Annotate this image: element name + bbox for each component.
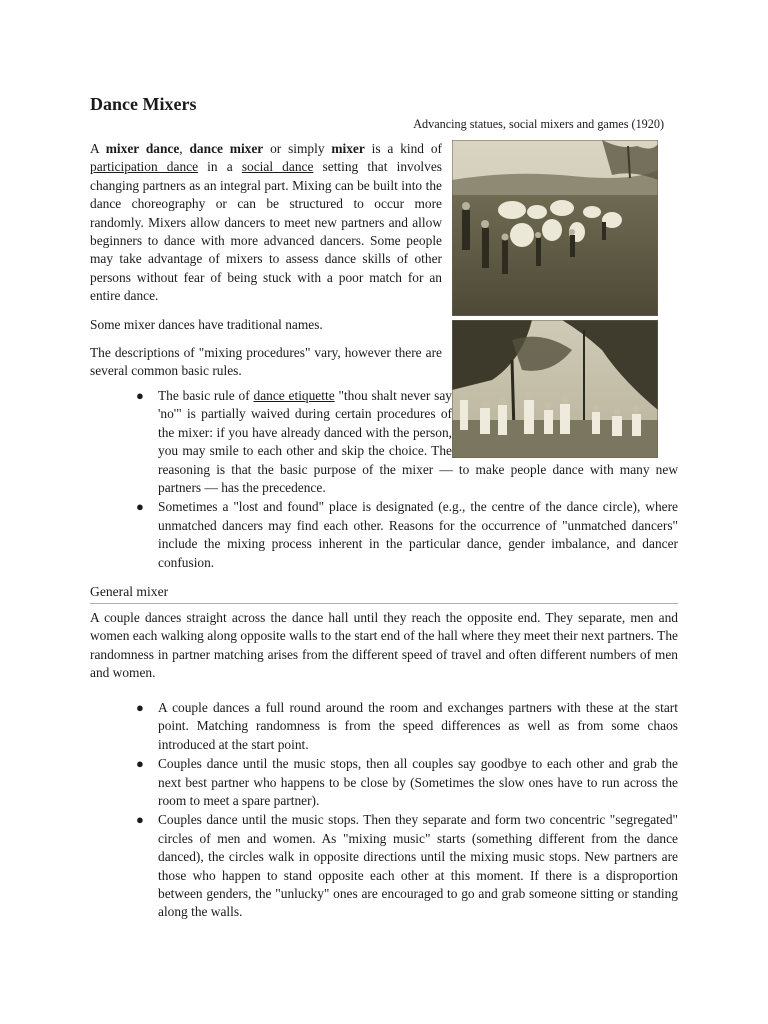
- general-mixer-body: A couple dances straight across the dance hall until they reach the opposite end. They separate, men and women each walking along opposite walls to the start end of the hall where they meet their next partners. The randomness in partner matching arises from the different speed of travel and often different numbers of men and women.: [90, 610, 678, 681]
- text-run: in a: [198, 159, 242, 175]
- text-run: Couples dance until the music stops, then all couples say goodbye to each other and grab the next best partner who happens to be close by (Sometimes the slow ones have to run across the room to meet a spare partner).: [158, 756, 678, 809]
- term-mixer: mixer: [331, 141, 365, 156]
- text-run: Sometimes a "lost and found" place is designated (e.g., the centre of the dance circle), where unmatched dancers may find each other. Reasons for the occurrence of "unmatched dancers" include the mixing process inherent in the particular dance, gender imbalance, and dancer confusion.: [158, 499, 678, 570]
- bullet-icon: ●: [136, 812, 144, 828]
- term-mixer-dance: mixer dance: [105, 141, 180, 156]
- figure-wrap-spacer: [452, 387, 678, 454]
- list-item: [90, 699, 678, 754]
- dancers-field-photo: [452, 140, 658, 316]
- rules-list: [90, 387, 678, 573]
- bullet-icon: ●: [136, 388, 144, 403]
- text-run: Couples dance until the music stops. Then they separate and form two concentric "segregated" circles of men and women. As "mixing music" starts (something different from the dance danced), the circles walk in opposite directions until the mixing music stops. New partners are those who happen to stand opposite each other at this moment. If there is a disproportion between genders, the "unlucky" ones are encouraged to go and grab someone sitting or standing along the walls.: [158, 812, 678, 920]
- bullet-icon: ●: [136, 700, 144, 715]
- general-mixer-list: [90, 699, 678, 923]
- list-item: [90, 755, 678, 810]
- term-dance-mixer: dance mixer: [189, 141, 264, 156]
- list-item: [90, 498, 678, 572]
- social-dance-link[interactable]: social dance: [241, 159, 314, 175]
- participation-dance-link[interactable]: participation dance: [90, 159, 199, 175]
- traditional-names-paragraph: Some mixer dances have traditional names.: [90, 316, 323, 332]
- text-run: ,: [179, 141, 190, 156]
- text-run: A: [90, 141, 106, 156]
- intro-section: [90, 140, 442, 391]
- dance-etiquette-link[interactable]: dance etiquette: [253, 388, 335, 403]
- text-run: or simply: [263, 141, 332, 156]
- intro-paragraph: [90, 140, 442, 306]
- text-run: The basic rule of: [158, 388, 254, 403]
- general-mixer-heading: General mixer: [90, 583, 678, 604]
- list-item: [90, 811, 678, 921]
- text-run: setting that involves changing partners as an integral part. Mixing can be built into the dance choreography or can be structured to occur more randomly. Mixers allow dancers to meet new partners and allow beginners to dance with more advanced dancers. Some people may take advantage of mixers to assess dance skills of other persons without fear of being stuck with a poor match for an entire dance.: [90, 159, 442, 304]
- bullet-icon: ●: [136, 499, 144, 515]
- text-run: is a kind of: [364, 141, 442, 156]
- bullet-icon: ●: [136, 756, 144, 772]
- text-run: A couple dances a full round around the room and exchanges partners with these at the start point. Matching randomness is from the speed differences as well as from some chaos introduced at the start point.: [158, 700, 678, 752]
- text-run: "thou shalt never say 'no'" is partially waived during certain procedures of the mixer: if you have already danced with the person, you may smile to each other and skip the choice. The reasoning is that the basic purpose of the mixer — to make people dance with many new partners — has the precedence.: [158, 388, 678, 496]
- list-item: [90, 387, 678, 497]
- page-title: Dance Mixers: [90, 94, 197, 114]
- figure-caption: Advancing statues, social mixers and games (1920): [413, 117, 664, 131]
- descriptions-paragraph: The descriptions of "mixing procedures" vary, however there are several common basic rules.: [90, 345, 442, 379]
